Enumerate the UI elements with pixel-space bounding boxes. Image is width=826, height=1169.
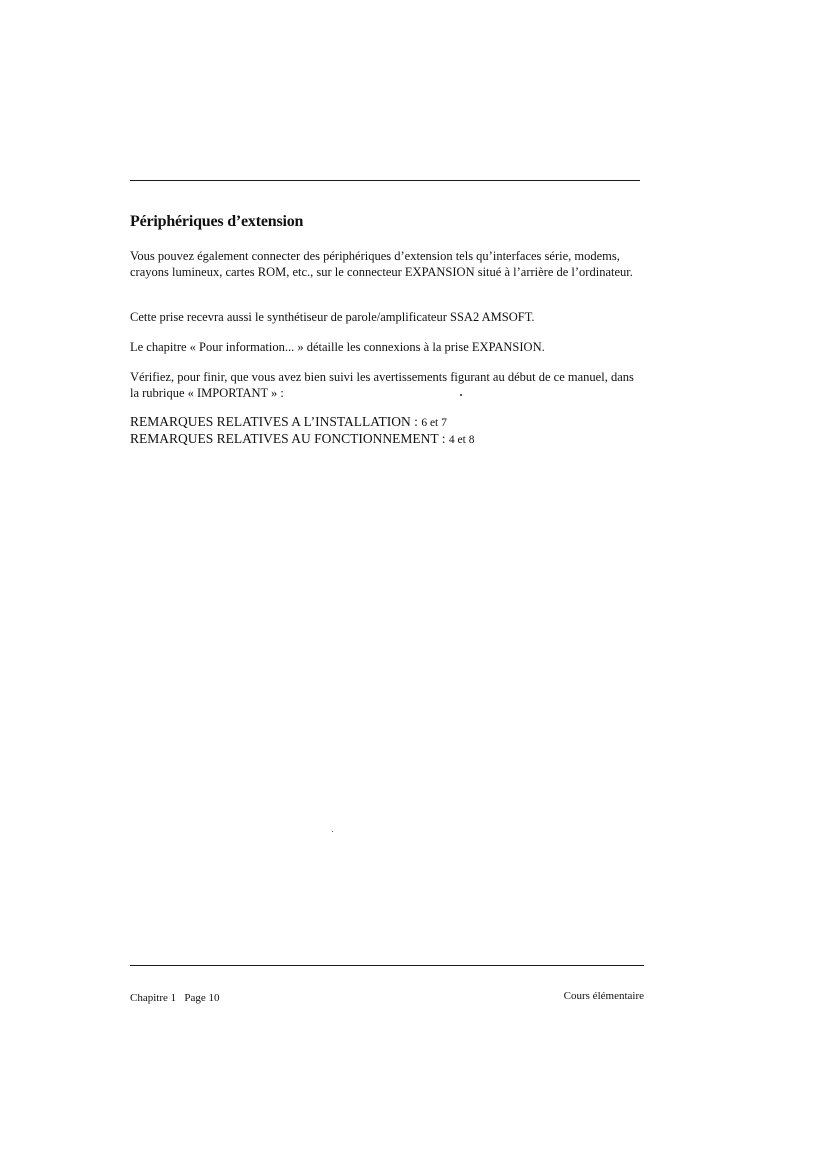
footer-page-number: Page 10: [184, 992, 220, 1004]
remark-installation-pages: 6 et 7: [421, 417, 447, 429]
remarks-block: [130, 414, 474, 448]
footer-page-info: [130, 992, 220, 1004]
paragraph-expansion-devices: Vous pouvez également connecter des périphériques d’extension tels qu’interfaces série, modems, crayons lumineux, cartes ROM, etc., sur le connecteur EXPANSION situé à l’arrière de l’ordinateur.: [130, 249, 633, 279]
footer-chapter: Chapitre 1: [130, 992, 177, 1004]
bottom-divider: [130, 965, 644, 966]
paragraph-speech-synth: Cette prise recevra aussi le synthétiseur de parole/amplificateur SSA2 AMSOFT.: [130, 310, 535, 324]
section-heading: Périphériques d’extension: [130, 213, 304, 230]
remark-operation-pages: 4 et 8: [448, 434, 475, 446]
print-speck: [460, 394, 462, 396]
remark-operation-label: REMARQUES RELATIVES AU FONCTIONNEMENT :: [130, 431, 449, 446]
top-divider: [130, 180, 640, 181]
remark-installation: [130, 414, 474, 431]
print-speck: [332, 831, 333, 832]
footer-course-title: Cours élémentaire: [563, 990, 644, 1002]
paragraph-chapter-reference: Le chapitre « Pour information... » détaille les connexions à la prise EXPANSION.: [130, 340, 545, 354]
paragraph-warnings: Vérifiez, pour finir, que vous avez bien suivi les avertissements figurant au début de ce manuel, dans la rubrique « IMPORTANT » :: [130, 370, 634, 400]
remark-operation: [130, 431, 474, 448]
remark-installation-label: REMARQUES RELATIVES A L’INSTALLATION :: [130, 414, 422, 429]
